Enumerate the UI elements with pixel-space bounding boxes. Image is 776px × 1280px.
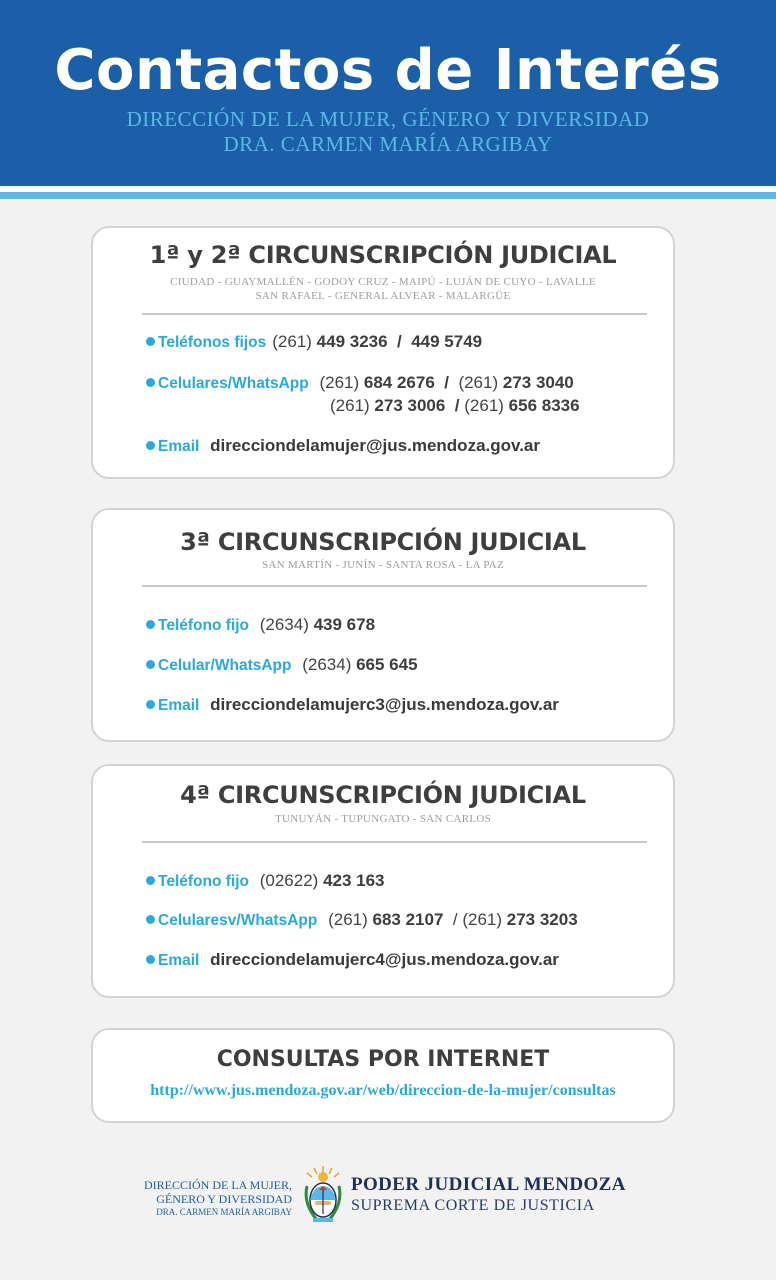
card-circ-1-2: [91, 226, 675, 479]
landline-row: [146, 615, 663, 635]
mobile-row: [146, 373, 663, 393]
page-title: Contactos de Interés: [54, 38, 722, 103]
bullet-dot-icon: [146, 378, 155, 387]
email-link[interactable]: direcciondelamujerc3@jus.mendoza.gov.ar: [210, 695, 559, 714]
footer-poder-judicial-block: [351, 1174, 626, 1216]
mobile-area: (261): [458, 373, 499, 392]
card-divider: [142, 841, 647, 843]
footer-left-line1: DIRECCIÓN DE LA MUJER,: [143, 1178, 292, 1192]
mobile-label: Celular/WhatsApp: [158, 657, 292, 674]
phone-number[interactable]: 439 678: [313, 615, 376, 634]
phone-area: (261): [272, 332, 312, 351]
bullet-dot-icon: [146, 915, 155, 924]
mobile-number[interactable]: 273 3203: [506, 910, 578, 929]
phone-area: (2634): [259, 615, 309, 634]
card-divider: [142, 313, 647, 315]
footer-right-line1: PODER JUDICIAL MENDOZA: [351, 1174, 626, 1195]
mobile-number[interactable]: 684 2676: [363, 373, 435, 392]
landline-label: Teléfono fijo: [158, 873, 249, 890]
mobile-area: (261): [319, 373, 360, 392]
consultas-url-link[interactable]: http://www.jus.mendoza.gov.ar/web/direccion-de-la-mujer/consultas: [150, 1082, 616, 1099]
mobile-separator: /: [454, 396, 460, 415]
mobile-area: (261): [462, 910, 503, 929]
email-row: [146, 950, 663, 970]
card-title: 1ª y 2ª CIRCUNSCRIPCIÓN JUDICIAL: [149, 241, 617, 269]
mobile-area: (261): [328, 910, 368, 929]
phone-number[interactable]: 449 3236: [316, 332, 388, 351]
mobile-number[interactable]: 665 645: [356, 655, 418, 674]
mobile-area: (261): [330, 396, 370, 415]
card-circ-4: [91, 764, 675, 998]
mobile-number[interactable]: 656 8336: [508, 396, 580, 415]
email-link[interactable]: direcciondelamujerc4@jus.mendoza.gov.ar: [210, 950, 559, 969]
bullet-dot-icon: [146, 876, 155, 885]
provincial-coat-of-arms-icon: [301, 1164, 345, 1226]
mobile-number[interactable]: 273 3040: [502, 373, 574, 392]
card-divider: [142, 585, 647, 587]
mobile-row-2: [330, 396, 663, 416]
mobile-label: Celularesv/WhatsApp: [158, 912, 318, 929]
email-label: Email: [158, 438, 200, 455]
consultas-title: CONSULTAS POR INTERNET: [216, 1047, 550, 1072]
phone-area: (02622): [259, 871, 319, 890]
mobile-separator: /: [444, 373, 449, 392]
landline-row: [146, 871, 663, 891]
page-subtitle-line1: DIRECCIÓN DE LA MUJER, GÉNERO Y DIVERSIDAD: [126, 107, 650, 131]
bullet-dot-icon: [146, 660, 155, 669]
mobile-separator: /: [452, 910, 458, 929]
landline-label: Teléfono fijo: [158, 617, 249, 634]
card-title: 3ª CIRCUNSCRIPCIÓN JUDICIAL: [180, 528, 586, 556]
bullet-dot-icon: [146, 955, 155, 964]
card-title: 4ª CIRCUNSCRIPCIÓN JUDICIAL: [180, 781, 586, 809]
card-consultas: [91, 1028, 675, 1123]
page-subtitle-line2: DRA. CARMEN MARÍA ARGIBAY: [223, 132, 553, 156]
email-row: [146, 436, 663, 456]
phone-separator: /: [397, 332, 402, 351]
mobile-row: [146, 910, 663, 930]
footer-right-line2: SUPREMA CORTE DE JUSTICIA: [351, 1197, 595, 1214]
bullet-dot-icon: [146, 337, 155, 346]
mobile-area: (261): [464, 396, 504, 415]
bullet-dot-icon: [146, 441, 155, 450]
card-circ-3: [91, 508, 675, 742]
footer-left-line3: DRA. CARMEN MARÍA ARGIBAY: [156, 1207, 292, 1217]
email-row: [146, 695, 663, 715]
card-areas-line1: CIUDAD - GUAYMALLÉN - GODOY CRUZ - MAIPÚ - LUJÁN DE CUYO - LAVALLE: [170, 276, 596, 288]
phone-number[interactable]: 423 163: [323, 871, 385, 890]
bullet-dot-icon: [146, 700, 155, 709]
mobile-label: Celulares/WhatsApp: [158, 375, 309, 392]
header-banner: [0, 0, 776, 186]
landline-row: [146, 332, 663, 352]
footer-left-line2: GÉNERO Y DIVERSIDAD: [156, 1192, 292, 1206]
footer-direccion-block: [100, 1178, 292, 1218]
email-link[interactable]: direcciondelamujer@jus.mendoza.gov.ar: [210, 436, 540, 455]
mobile-number[interactable]: 683 2107: [372, 910, 444, 929]
email-label: Email: [158, 952, 200, 969]
card-areas-line1: SAN MARTÍN - JUNÍN - SANTA ROSA - LA PAZ: [262, 559, 504, 571]
card-areas-line1: TUNUYÁN - TUPUNGATO - SAN CARLOS: [274, 813, 492, 825]
mobile-area: (2634): [302, 655, 352, 674]
mobile-row: [146, 655, 663, 675]
phone-number[interactable]: 449 5749: [411, 332, 483, 351]
email-label: Email: [158, 697, 200, 714]
card-areas-line2: SAN RAFAEL - GENERAL ALVEAR - MALARGÜE: [255, 290, 511, 302]
landline-label: Teléfonos fijos: [158, 334, 267, 351]
bullet-dot-icon: [146, 620, 155, 629]
header-divider-blue: [0, 192, 776, 199]
mobile-number[interactable]: 273 3006: [374, 396, 446, 415]
